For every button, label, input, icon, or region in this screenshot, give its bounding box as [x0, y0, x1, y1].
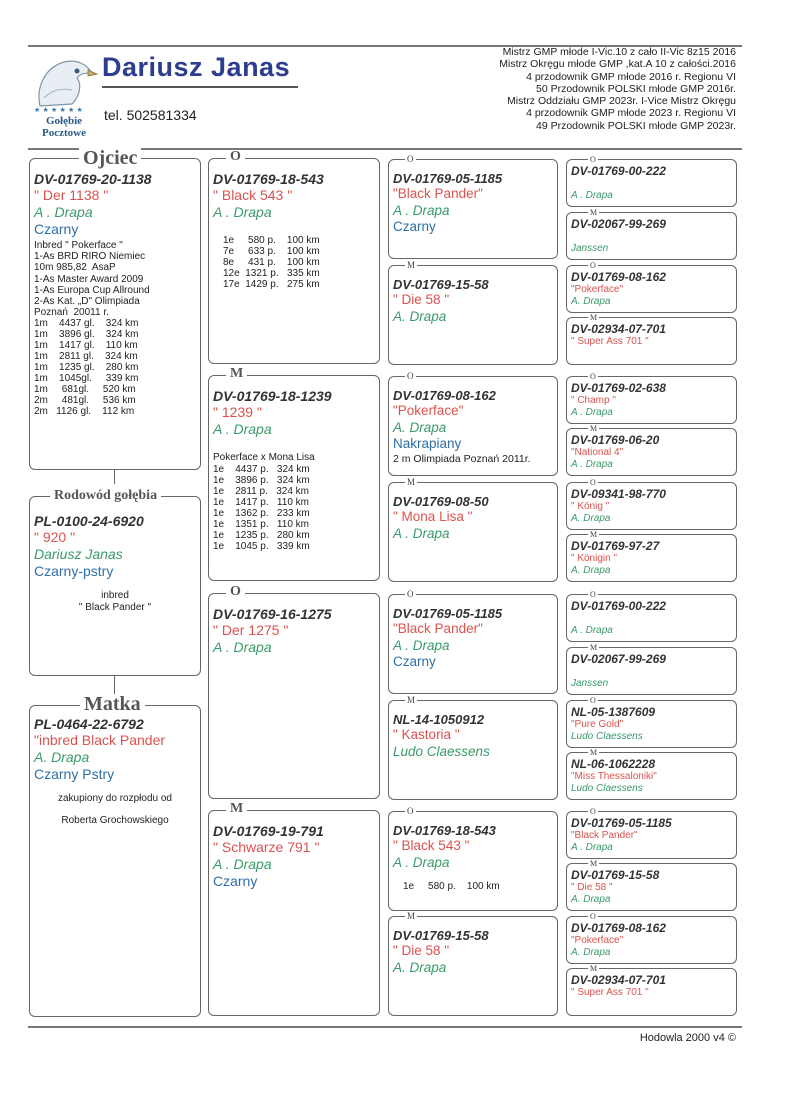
grandparent-color: Czarny [213, 873, 258, 889]
great-grandparent-color: Czarny [393, 654, 436, 669]
ancestor-breeder: A . Drapa [571, 459, 613, 470]
great-grandparent-results: 1e 580 p. 100 km [403, 881, 500, 892]
grandparent-name: " 1239 " [213, 404, 262, 420]
ancestor-name: " König " [571, 501, 610, 512]
ancestor-card[interactable] [566, 482, 737, 530]
ancestor-ring: DV-02067-99-269 [571, 217, 666, 231]
achievement-line: 49 Przodownik POLSKI młode GMP 2023r. [536, 119, 736, 132]
ancestor-card[interactable] [566, 317, 737, 365]
ancestor-ring: DV-01769-97-27 [571, 539, 660, 553]
ancestor-name: "Miss Thessaloniki" [571, 771, 657, 782]
ancestor-breeder: A. Drapa [571, 296, 611, 307]
ancestor-name [571, 666, 732, 678]
owner-underline [102, 86, 298, 88]
ancestor-breeder: Ludo Claessens [571, 783, 643, 794]
great-grandparent-ring: DV-01769-15-58 [393, 928, 489, 943]
sire-tag: O [407, 806, 414, 816]
ancestor-breeder: A. Drapa [571, 513, 611, 524]
great-grandparent-ring: DV-01769-08-162 [393, 388, 496, 403]
ancestor-card[interactable] [566, 700, 737, 748]
ancestor-card[interactable] [566, 916, 737, 964]
ancestor-card[interactable] [566, 376, 737, 424]
sire-tag: O [407, 154, 414, 164]
dam-tag: M [407, 695, 416, 705]
bottom-rule [28, 1026, 742, 1028]
father-label: Ojciec [79, 148, 141, 168]
grandparent-ring: DV-01769-19-791 [213, 823, 324, 839]
grandparent-breeder: A . Drapa [213, 639, 272, 655]
father-card[interactable] [29, 158, 201, 470]
great-grandparent-card[interactable] [388, 376, 558, 476]
achievement-line: Mistrz GMP młode I-Vic.10 z cało II-Vic 8z15 2016 [502, 46, 736, 58]
father-results: 1m 4437 gl. 324 km 1m 3896 gl. 324 km 1m 1417 gl. 110 km 1m 2811 gl. 324 km 1m 1235 gl. 280 km 1m 1045gl. 339 km 1m 681gl. 520 km 2m 481gl. 536 km 2m 1126 gl. 112 km [34, 318, 139, 418]
father-ring: DV-01769-20-1138 [34, 171, 152, 187]
great-grandparent-ring: DV-01769-18-543 [393, 823, 496, 838]
grandparent-name: " Black 543 " [213, 187, 293, 203]
owner-name: Dariusz Janas [102, 52, 291, 82]
dam-tag: M [590, 859, 598, 868]
dam-tag: M [590, 643, 598, 652]
ancestor-ring: DV-01769-08-162 [571, 921, 666, 935]
ancestor-name: " Champ " [571, 395, 616, 406]
ancestor-name: "Black Pander" [571, 830, 638, 841]
grandparent-card[interactable] [208, 158, 380, 364]
svg-text:★ ★ ★ ★ ★ ★: ★ ★ ★ ★ ★ ★ [34, 106, 83, 114]
father-notes: Inbred " Pokerface " 1-As BRD RIRO Niemiec 10m 985,82 AsaP 1-As Master Award 2009 1-As Europa Cup Allround 2-As Kat. „D" Olimpiada Poznań 20011 r. [34, 240, 150, 319]
achievement-line: Mistrz Oddziału GMP 2023r. I-Vice Mistrz Okręgu [507, 95, 736, 108]
great-grandparent-ring: DV-01769-08-50 [393, 494, 489, 509]
pigeon-logo [30, 54, 98, 140]
connector-father [114, 470, 115, 484]
ancestor-breeder: A . Drapa [571, 625, 613, 636]
mother-name: "inbred Black Pander [34, 732, 166, 748]
grandparent-card[interactable] [208, 810, 380, 1016]
great-grandparent-card[interactable] [388, 159, 558, 259]
mother-ring: PL-0464-22-6792 [34, 716, 144, 732]
mother-color: Czarny Pstry [34, 766, 115, 782]
ancestor-breeder: A. Drapa [571, 565, 611, 576]
great-grandparent-ring: DV-01769-05-1185 [393, 606, 503, 621]
great-grandparent-breeder: A. Drapa [393, 959, 447, 975]
ancestor-ring: DV-01769-06-20 [571, 433, 660, 447]
great-grandparent-card[interactable] [388, 700, 558, 800]
grandparent-card[interactable] [208, 375, 380, 581]
ancestor-breeder: Janssen [571, 678, 609, 689]
ancestor-breeder: Janssen [571, 243, 609, 254]
sire-tag: O [590, 696, 596, 705]
dam-tag: M [590, 530, 598, 539]
grandparent-breeder: A . Drapa [213, 421, 272, 437]
achievement-line: 4 przodownik GMP młode 2016 r. Regionu VI [526, 70, 736, 83]
pigeon-color: Czarny-pstry [34, 563, 114, 579]
grandparent-name: " Der 1275 " [213, 622, 289, 638]
great-grandparent-name: "Pokerface" [393, 403, 464, 418]
great-grandparent-name: "Black Pander" [393, 186, 483, 201]
grandparent-name: " Schwarze 791 " [213, 839, 320, 855]
mother-note1: zakupiony do rozpłodu od [58, 793, 172, 804]
ancestor-card[interactable] [566, 265, 737, 313]
mother-note2: Roberta Grochowskiego [61, 815, 169, 826]
ancestor-ring: DV-01769-00-222 [571, 599, 666, 613]
great-grandparent-card[interactable] [388, 265, 558, 365]
logo-text-line2: Pocztowe [42, 127, 86, 139]
great-grandparent-breeder: A. Drapa [393, 419, 447, 435]
ancestor-name: " Die 58 " [571, 882, 613, 893]
ancestor-name [571, 178, 732, 190]
ancestor-name: " Königin " [571, 553, 618, 564]
great-grandparent-notes: 2 m Olimpiada Poznań 2011r. [393, 452, 531, 465]
ancestor-card[interactable] [566, 212, 737, 260]
ancestor-name: "Pokerface" [571, 935, 624, 946]
grandparent-ring: DV-01769-18-543 [213, 171, 324, 187]
ancestor-ring: DV-02934-07-701 [571, 322, 666, 336]
pigeon-breeder: Dariusz Janas [34, 546, 123, 562]
dam-tag: M [226, 802, 247, 816]
pigeon-note1: inbred [101, 590, 129, 601]
grandparent-results: 1e 580 p. 100 km 7e 633 p. 100 km 8e 431 p. 100 km 12e 1321 p. 335 km 17e 1429 p. 275 km [223, 235, 320, 290]
great-grandparent-color: Nakrapiany [393, 436, 462, 451]
sire-tag: O [590, 372, 596, 381]
father-name: " Der 1138 " [34, 187, 109, 203]
great-grandparent-name: " Die 58 " [393, 943, 450, 958]
ancestor-card[interactable] [566, 863, 737, 911]
ancestor-breeder: A. Drapa [571, 894, 611, 905]
great-grandparent-breeder: A . Drapa [393, 202, 450, 218]
mother-label: Matka [80, 694, 145, 714]
owner-phone: tel. 502581334 [104, 107, 197, 123]
great-grandparent-ring: NL-14-1050912 [393, 712, 485, 727]
great-grandparent-breeder: A . Drapa [393, 854, 450, 870]
sire-tag: O [590, 807, 596, 816]
great-grandparent-name: "Black Pander" [393, 621, 483, 636]
ancestor-card[interactable] [566, 594, 737, 642]
ancestor-name: " Super Ass 701 " [571, 336, 649, 347]
pigeon-ring: PL-0100-24-6920 [34, 513, 144, 529]
ancestor-card[interactable] [566, 811, 737, 859]
dam-tag: M [590, 313, 598, 322]
sire-tag: O [226, 585, 245, 599]
grandparent-breeder: A . Drapa [213, 856, 272, 872]
great-grandparent-card[interactable] [388, 594, 558, 694]
ancestor-name: " Super Ass 701 " [571, 987, 649, 998]
ancestor-breeder: A. Drapa [571, 947, 611, 958]
ancestor-ring: DV-02067-99-269 [571, 652, 666, 666]
great-grandparent-name: " Die 58 " [393, 292, 450, 307]
pigeon-label: Rodowód gołębia [50, 489, 161, 503]
dam-tag: M [407, 260, 416, 270]
great-grandparent-color: Czarny [393, 219, 436, 234]
dam-tag: M [407, 911, 416, 921]
great-grandparent-card[interactable] [388, 916, 558, 1016]
achievement-line: 4 przodownik GMP młode 2023 r. Regionu VI [526, 107, 736, 120]
ancestor-card[interactable] [566, 159, 737, 207]
sire-tag: O [590, 155, 596, 164]
mother-breeder: A. Drapa [34, 749, 90, 765]
ancestor-card[interactable] [566, 752, 737, 800]
achievement-line: 50 Przodownik POLSKI młode GMP 2016r. [536, 82, 736, 95]
ancestor-breeder: A . Drapa [571, 190, 613, 201]
dam-tag: M [226, 367, 247, 381]
sire-tag: O [407, 589, 414, 599]
ancestor-breeder: A . Drapa [571, 842, 613, 853]
ancestor-name: "Pokerface" [571, 284, 624, 295]
ancestor-card[interactable] [566, 647, 737, 695]
grandparent-results: 1e 4437 p. 324 km 1e 3896 p. 324 km 1e 2811 p. 324 km 1e 1417 p. 110 km 1e 1362 p. 233 km 1e 1351 p. 110 km 1e 1235 p. 280 km 1e 1045 p. 339 km [213, 464, 310, 552]
achievements-list [436, 46, 736, 132]
great-grandparent-breeder: Ludo Claessens [393, 743, 490, 759]
great-grandparent-name: " Kastoria " [393, 727, 460, 742]
ancestor-name: "National 4" [571, 447, 624, 458]
ancestor-name: "Pure Gold" [571, 719, 624, 730]
sire-tag: O [590, 590, 596, 599]
software-credit: Hodowla 2000 v4 © [639, 1032, 736, 1044]
ancestor-ring: DV-01769-15-58 [571, 868, 660, 882]
mother-card[interactable] [29, 705, 201, 1017]
great-grandparent-ring: DV-01769-15-58 [393, 277, 489, 292]
sire-tag: O [226, 150, 245, 164]
ancestor-card[interactable] [566, 428, 737, 476]
ancestor-ring: NL-06-1062228 [571, 757, 656, 771]
grandparent-ring: DV-01769-18-1239 [213, 388, 332, 404]
ancestor-ring: NL-05-1387609 [571, 705, 656, 719]
pigeon-head-icon [30, 54, 98, 114]
ancestor-ring: DV-01769-05-1185 [571, 816, 672, 830]
grandparent-ring: DV-01769-16-1275 [213, 606, 332, 622]
great-grandparent-name: " Black 543 " [393, 838, 470, 853]
grandparent-notes: Pokerface x Mona Lisa [213, 452, 315, 463]
great-grandparent-card[interactable] [388, 482, 558, 582]
ancestor-ring: DV-01769-08-162 [571, 270, 666, 284]
great-grandparent-breeder: A. Drapa [393, 308, 447, 324]
pigeon-name: " 920 " [34, 529, 76, 545]
grandparent-breeder: A . Drapa [213, 204, 272, 220]
sire-tag: O [407, 371, 414, 381]
great-grandparent-name: " Mona Lisa " [393, 509, 473, 524]
father-color: Czarny [34, 221, 79, 237]
ancestor-name [571, 613, 732, 625]
ancestor-card[interactable] [566, 968, 737, 1016]
pigeon-card[interactable] [29, 496, 201, 676]
dam-tag: M [590, 748, 598, 757]
ancestor-ring: DV-01769-02-638 [571, 381, 666, 395]
ancestor-breeder: A . Drapa [571, 407, 613, 418]
dam-tag: M [590, 208, 598, 217]
great-grandparent-breeder: A . Drapa [393, 525, 450, 541]
achievement-line: Mistrz Okręgu młode GMP ,kat.A 10 z całości.2016 [499, 58, 736, 71]
father-breeder: A . Drapa [34, 204, 93, 220]
sire-tag: O [590, 478, 596, 487]
dam-tag: M [407, 477, 416, 487]
dam-tag: M [590, 424, 598, 433]
sire-tag: O [590, 261, 596, 270]
great-grandparent-breeder: A . Drapa [393, 637, 450, 653]
dam-tag: M [590, 964, 598, 973]
sire-tag: O [590, 912, 596, 921]
great-grandparent-card[interactable] [388, 811, 558, 911]
ancestor-name [571, 231, 732, 243]
ancestor-ring: DV-02934-07-701 [571, 973, 666, 987]
pigeon-note2: " Black Pander " [78, 602, 152, 613]
great-grandparent-ring: DV-01769-05-1185 [393, 171, 503, 186]
grandparent-card[interactable] [208, 593, 380, 799]
ancestor-breeder: Ludo Claessens [571, 731, 643, 742]
ancestor-card[interactable] [566, 534, 737, 582]
logo-text-line1: Gołębie [45, 115, 83, 127]
ancestor-ring: DV-09341-98-770 [571, 487, 666, 501]
ancestor-ring: DV-01769-00-222 [571, 164, 666, 178]
